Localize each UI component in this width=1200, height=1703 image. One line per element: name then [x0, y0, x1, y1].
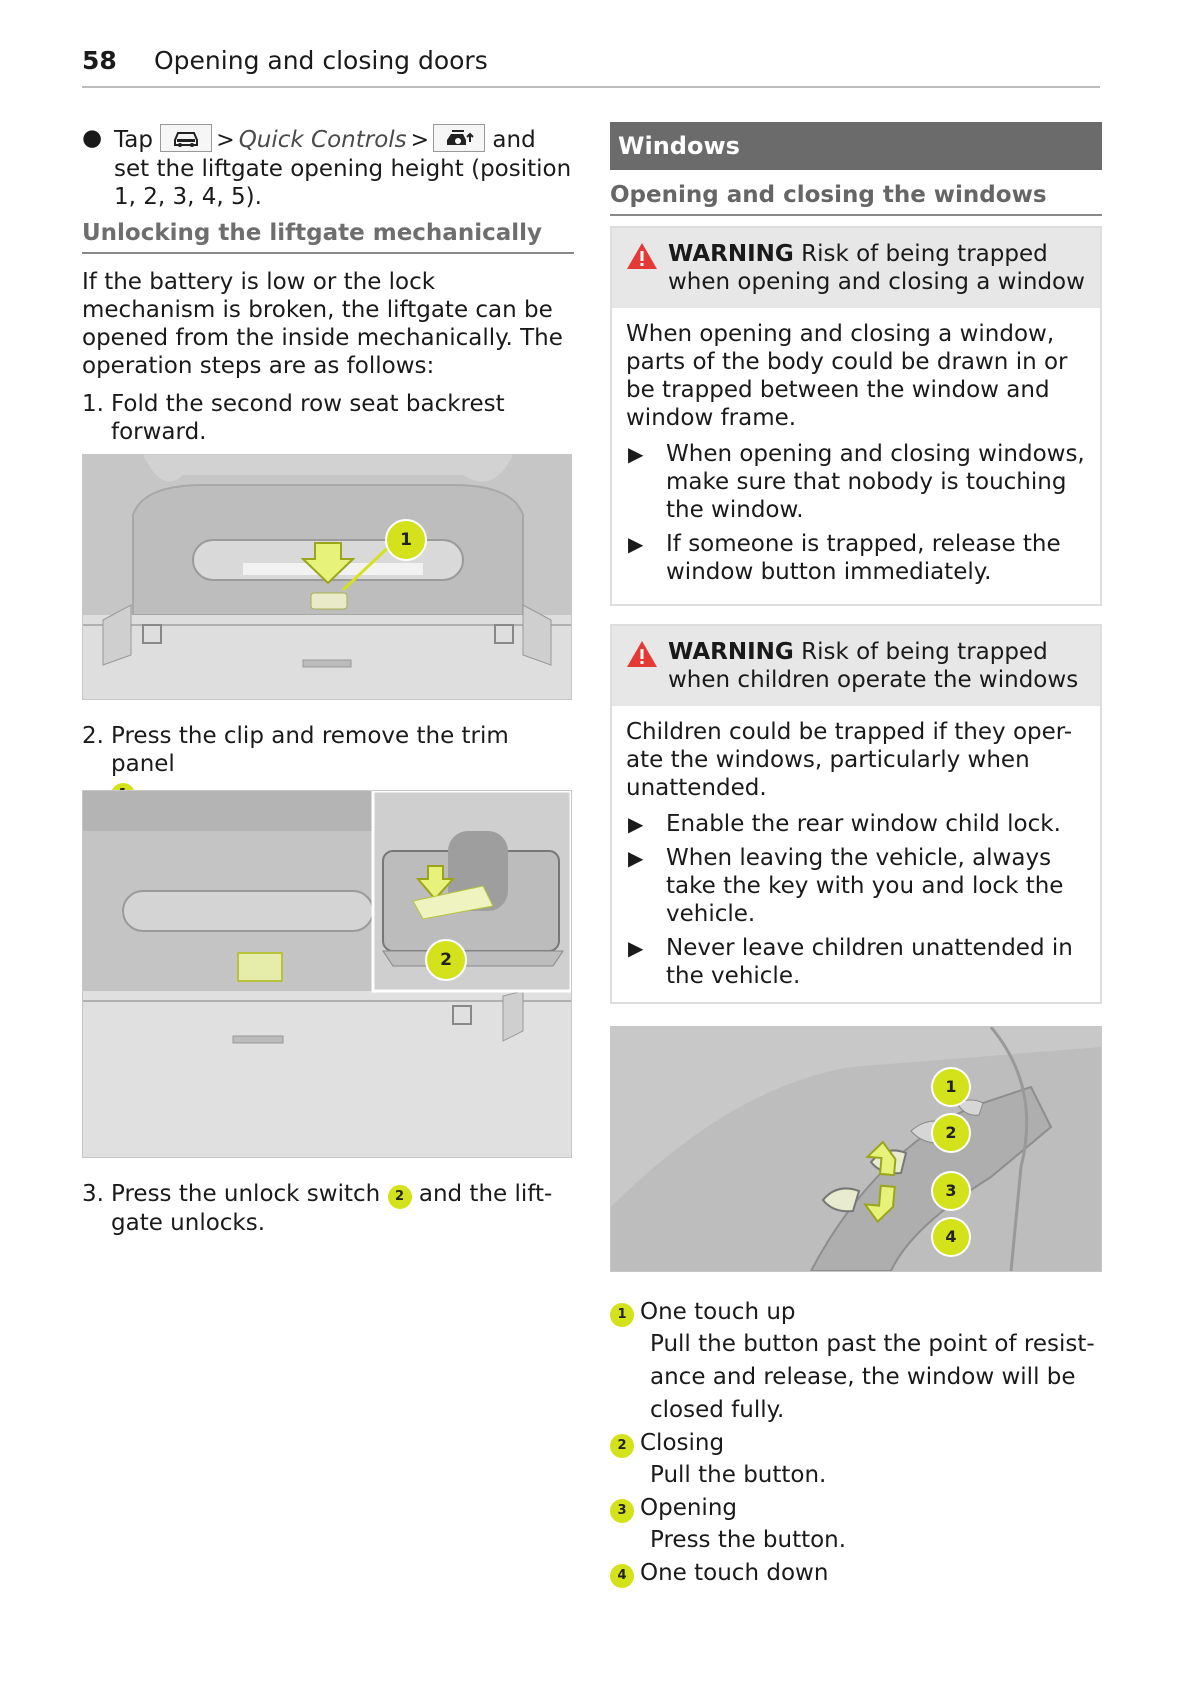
- step-number: 3.: [82, 1181, 104, 1207]
- legend-item-2: [610, 1427, 1102, 1459]
- warning-title: Risk of being trapped when opening and closing a window: [668, 241, 1085, 295]
- page-title: Opening and closing doors: [154, 46, 488, 75]
- warning-bullet: [626, 810, 1086, 838]
- warning-label: WARNING: [668, 639, 794, 665]
- page-number: 58: [82, 46, 117, 75]
- warning-box-1: [610, 226, 1102, 606]
- legend-item-3: [610, 1492, 1102, 1524]
- figure-trim-panel: [82, 790, 572, 1158]
- warning-icon: [626, 242, 658, 270]
- legend-title: Opening: [640, 1495, 737, 1521]
- intro-paragraph: If the battery is low or the lock mechanism is broken, the liftgate can be opened from the inside mechanically. The operation steps are as follows:: [82, 269, 563, 379]
- warning-text: Children could be trapped if they oper-ate the windows, particularly when unattended.: [626, 719, 1073, 801]
- intro-rest-text: the liftgate opening height (position 1, 2, 3, 4, 5).: [114, 156, 572, 210]
- step-text-after: and the lift-gate unlocks.: [111, 1181, 553, 1236]
- figure-window-switch: [610, 1026, 1102, 1272]
- warning-body: [612, 706, 1100, 1008]
- warning-header: [612, 228, 1100, 308]
- step-text: Fold the second row seat backrest forward.: [111, 391, 505, 445]
- legend-desc: Pull the button past the point of resist-ance and release, the window will be closed fully.: [650, 1331, 1095, 1423]
- triangle-bullet-icon: ▶: [628, 936, 644, 960]
- intro-bullet: [82, 124, 574, 211]
- warning-bullet: [626, 530, 1086, 586]
- tap-text: Tap: [114, 127, 153, 153]
- bullet-text: Enable the rear window child lock.: [666, 811, 1061, 837]
- and-set-text: and set: [114, 127, 536, 182]
- step3-callout: 2: [388, 1185, 412, 1209]
- legend-title: Closing: [640, 1430, 725, 1456]
- figure3-callout-1: 1: [931, 1067, 971, 1107]
- step-text: Press the unlock switch: [111, 1181, 381, 1207]
- legend-title: One touch down: [640, 1560, 829, 1586]
- triangle-bullet-icon: ▶: [628, 532, 644, 556]
- liftgate-icon: [433, 124, 485, 152]
- triangle-bullet-icon: ▶: [628, 442, 644, 466]
- legend-callout: 2: [610, 1434, 634, 1458]
- legend-callout: 1: [610, 1303, 634, 1327]
- figure-legend: [610, 1296, 1102, 1589]
- warning-body: [612, 308, 1100, 604]
- bullet-dot: ●: [82, 125, 103, 151]
- chevron-right-icon: >: [216, 128, 235, 153]
- legend-item-1: [610, 1296, 1102, 1328]
- legend-title: One touch up: [640, 1299, 796, 1325]
- figure3-callout-3: 3: [931, 1171, 971, 1211]
- page-header: [82, 40, 1100, 88]
- triangle-bullet-icon: ▶: [628, 846, 644, 870]
- section-heading: Unlocking the liftgate mechanically: [82, 220, 574, 254]
- legend-item-4: [610, 1557, 1102, 1589]
- legend-callout: 3: [610, 1499, 634, 1523]
- step-number: 2.: [82, 723, 104, 749]
- chevron-right-icon: >: [410, 128, 430, 153]
- warning-icon: [626, 640, 658, 668]
- bullet-text: If someone is trapped, release the window button immediately.: [666, 531, 1061, 585]
- warning-header: [612, 626, 1100, 706]
- step-1: [82, 390, 574, 446]
- sub-heading: Opening and closing the windows: [610, 182, 1102, 216]
- warning-bullet: [626, 844, 1086, 928]
- quick-controls-text: Quick Controls: [238, 127, 407, 153]
- bullet-text: When opening and closing windows, make sure that nobody is touching the window.: [666, 441, 1085, 523]
- section-title: Windows: [610, 122, 1102, 170]
- figure3-callout-2: 2: [931, 1113, 971, 1153]
- warning-bullet: [626, 934, 1086, 990]
- step-number: 1.: [82, 391, 104, 417]
- bullet-text: Never leave children unattended in the vehicle.: [666, 935, 1073, 989]
- triangle-bullet-icon: ▶: [628, 812, 644, 836]
- legend-callout: 4: [610, 1564, 634, 1588]
- warning-label: WARNING: [668, 241, 794, 267]
- legend-desc: Press the button.: [650, 1527, 847, 1553]
- warning-text: When opening and closing a window, parts of the body could be drawn in or be trapped between the window and window frame.: [626, 321, 1068, 431]
- figure2-callout: 2: [425, 939, 467, 981]
- car-icon: [160, 124, 212, 152]
- bullet-text: When leaving the vehicle, always take the key with you and lock the vehicle.: [666, 845, 1064, 927]
- figure3-callout-4: 4: [931, 1217, 971, 1257]
- step-text: Press the clip and remove the trim panel: [111, 723, 509, 777]
- warning-box-2: [610, 624, 1102, 1004]
- warning-bullet: [626, 440, 1086, 524]
- figure-trunk-interior: [82, 454, 572, 700]
- figure1-callout: 1: [385, 519, 427, 561]
- legend-desc: Pull the button.: [650, 1462, 827, 1488]
- step-3: [82, 1180, 574, 1237]
- warning-title: Risk of being trapped when children operate the windows: [668, 639, 1079, 693]
